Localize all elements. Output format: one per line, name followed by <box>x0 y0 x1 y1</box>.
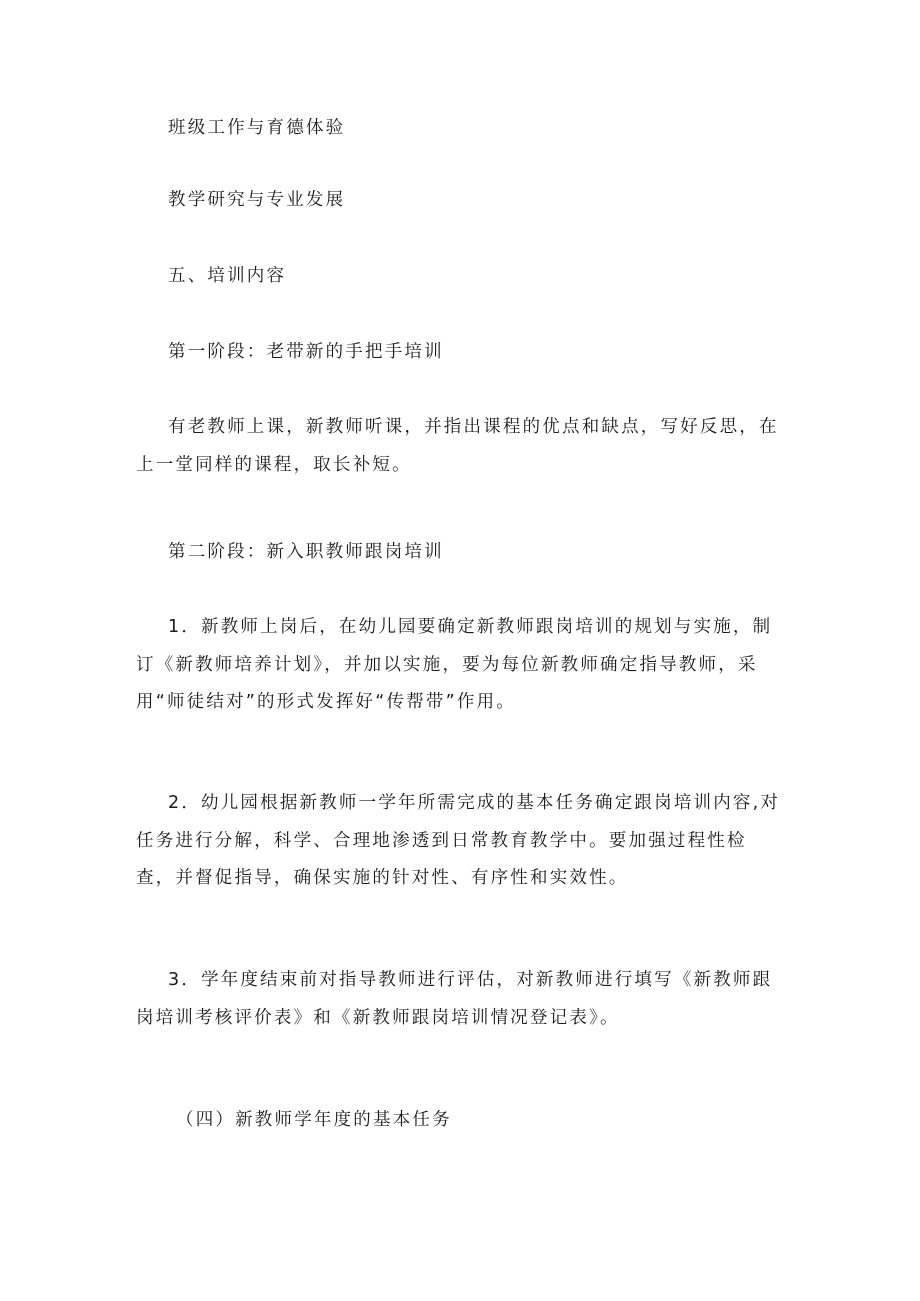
item-2-paragraph: 2．幼儿园根据新教师一学年所需完成的基本任务确定跟岗培训内容,对任务进行分解，科学、合理地渗透到日常教育教学中。要加强过程性检查，并督促指导，确保实施的针对性、有序性和实效性。 <box>136 793 781 888</box>
item-3-paragraph: 3．学年度结束前对指导教师进行评估，对新教师进行填写《新教师跟岗培训考核评价表》和《新教师跟岗培训情况登记表》。 <box>136 970 773 1028</box>
item-1-paragraph: 1．新教师上岗后，在幼儿园要确定新教师跟岗培训的规划与实施，制订《新教师培养计划》，并加以实施，要为每位新教师确定指导教师，采用“师徒结对”的形式发挥好“传帮带”作用。 <box>136 617 773 712</box>
stage-one-title: 第一阶段：老带新的手把手培训 <box>168 342 444 362</box>
heading-teaching-research: 教学研究与专业发展 <box>168 190 346 210</box>
stage-two-title: 第二阶段：新入职教师跟岗培训 <box>168 542 444 562</box>
section-four-title: （四）新教师学年度的基本任务 <box>176 1110 452 1130</box>
stage-one-paragraph: 有老教师上课，新教师听课，并指出课程的优点和缺点，写好反思，在上一堂同样的课程，取长补短。 <box>136 417 779 475</box>
heading-class-work: 班级工作与育德体验 <box>168 118 346 138</box>
section-five-title: 五、培训内容 <box>168 266 287 286</box>
